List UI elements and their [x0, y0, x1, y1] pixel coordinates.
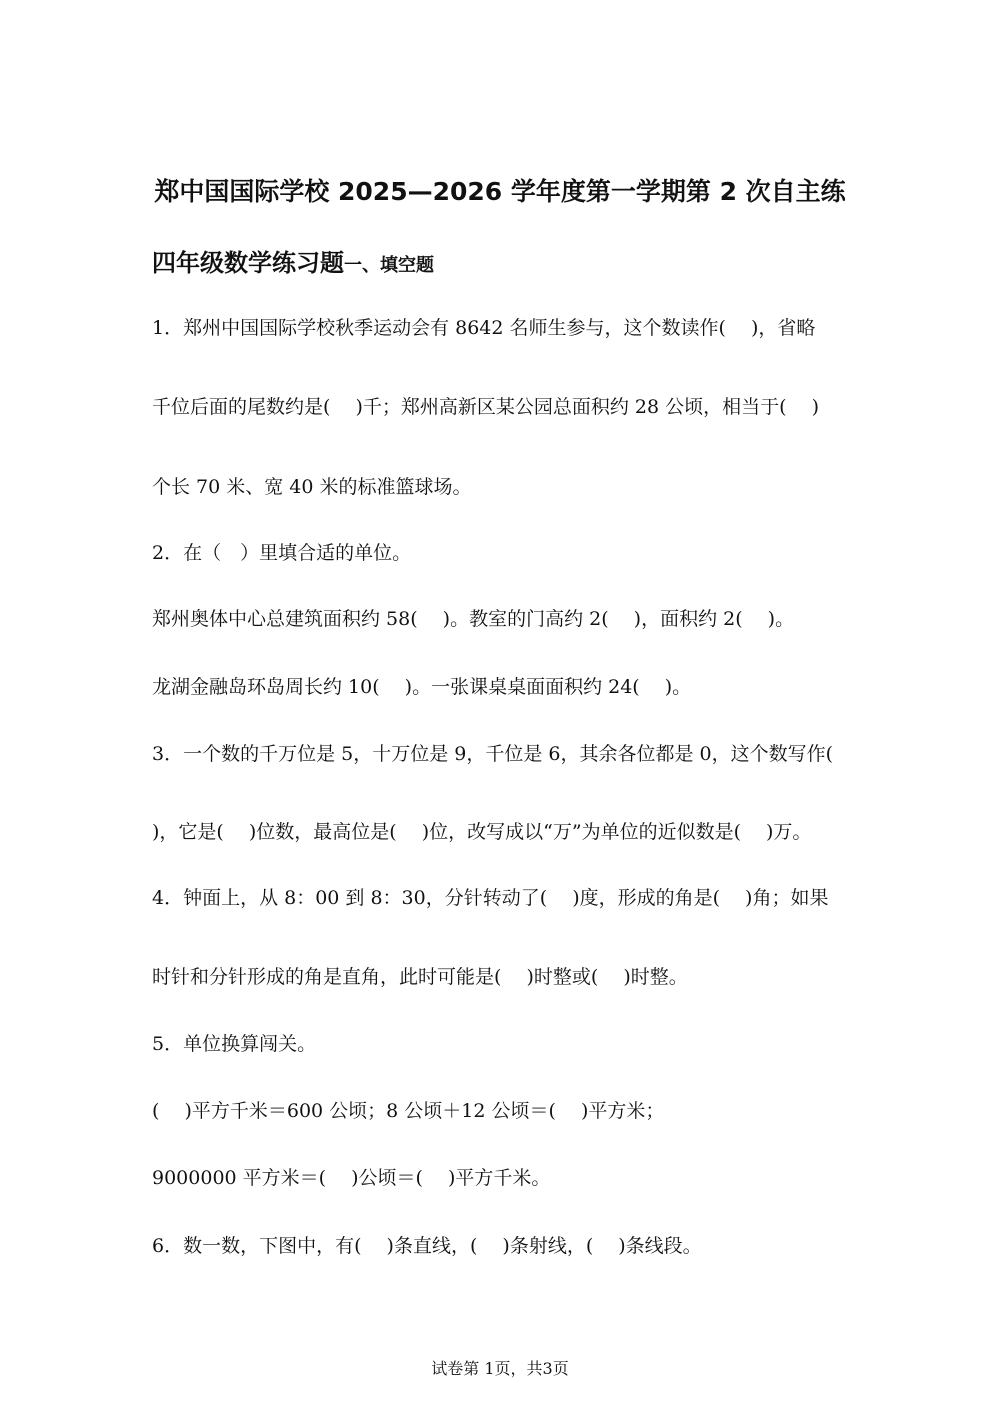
- question-1-line-3: 个长 70 米、宽 40 米的标准篮球场。: [152, 476, 472, 498]
- question-4-line-2: 时针和分针形成的角是直角，此时可能是( )时整或( )时整。: [152, 966, 688, 988]
- question-3-line-1: 3．一个数的千万位是 5，十万位是 9，千位是 6，其余各位都是 0，这个数写作(: [152, 743, 834, 765]
- question-5-line-2: ( )平方千米＝600 公顷；8 公顷＋12 公顷＝( )平方米；: [152, 1100, 665, 1122]
- question-1-line-2: 千位后面的尾数约是( )千；郑州高新区某公园总面积约 28 公顷，相当于( ): [152, 396, 819, 418]
- exam-subtitle: [152, 243, 434, 278]
- question-4-line-1: 4．钟面上，从 8：00 到 8：30，分针转动了( )度，形成的角是( )角；如果: [152, 887, 829, 909]
- grade-subject-label: 四年级数学练习题: [152, 249, 344, 277]
- question-2-line-3: 龙湖金融岛环岛周长约 10( )。一张课桌桌面面积约 24( )。: [152, 676, 692, 698]
- exam-title: 郑中国国际学校 2025—2026 学年度第一学期第 2 次自主练: [154, 177, 846, 206]
- page-footer: 试卷第 1页，共3页: [431, 1359, 569, 1378]
- question-2-line-1: 2．在（ ）里填合适的单位。: [152, 542, 412, 564]
- question-5-line-1: 5．单位换算闯关。: [152, 1033, 317, 1055]
- question-6-line-1: 6．数一数，下图中，有( )条直线，( )条射线，( )条线段。: [152, 1235, 702, 1257]
- section-heading: 一、填空题: [344, 255, 434, 276]
- question-5-line-3: 9000000 平方米＝( )公顷＝( )平方千米。: [152, 1167, 551, 1189]
- question-1-line-1: 1．郑州中国国际学校秋季运动会有 8642 名师生参与，这个数读作( )，省略: [152, 317, 816, 339]
- question-3-line-2: )，它是( )位数，最高位是( )位，改写成以“万”为单位的近似数是( )万。: [152, 821, 812, 843]
- question-2-line-2: 郑州奥体中心总建筑面积约 58( )。教室的门高约 2( )，面积约 2( )。: [152, 608, 795, 630]
